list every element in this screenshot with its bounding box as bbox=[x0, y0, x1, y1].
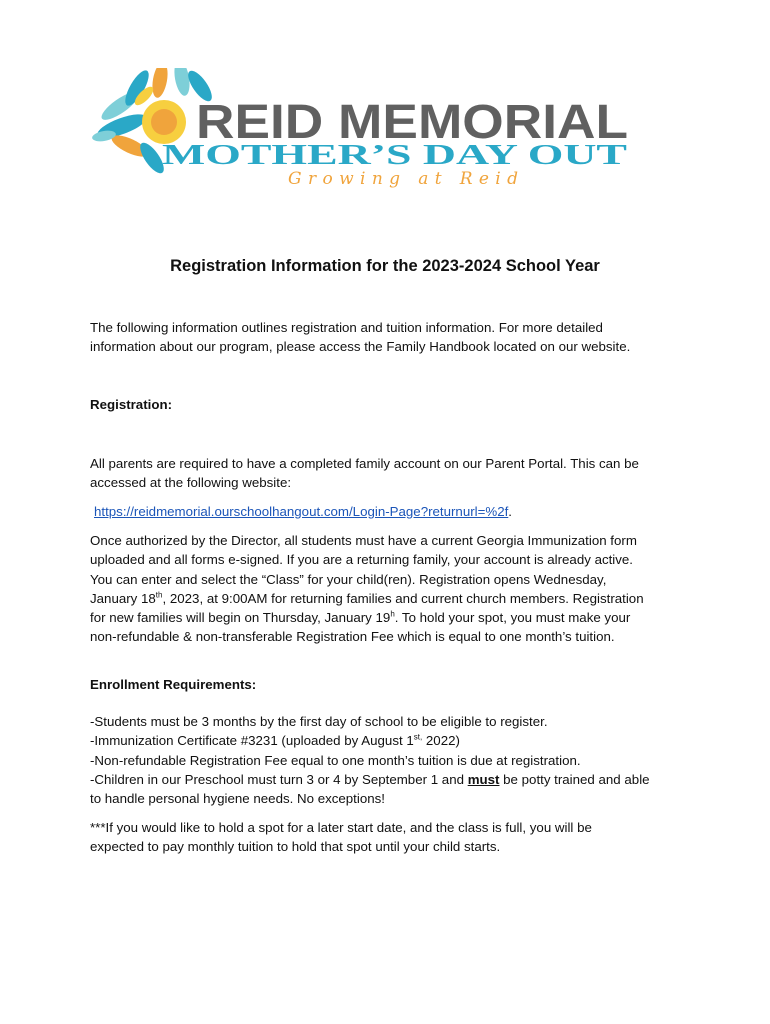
registration-paragraph-1 bbox=[90, 454, 690, 493]
note-line-2: expected to pay monthly tuition to hold that spot until your child starts. bbox=[90, 839, 501, 855]
intro-line-1: The following information outlines registration and tuition information. For more detailed bbox=[90, 320, 603, 335]
enrollment-requirements bbox=[90, 712, 690, 808]
registration-heading: Registration: bbox=[90, 397, 173, 412]
portal-link-line bbox=[94, 502, 694, 521]
registration-paragraph-2 bbox=[90, 531, 690, 647]
link-suffix: . bbox=[508, 504, 512, 519]
must-emphasis: must bbox=[467, 771, 500, 787]
note-line-1: ***If you would like to hold a spot for a later start date, and the class is full, you will be bbox=[90, 820, 592, 835]
logo-line1: REID MEMORIAL bbox=[196, 96, 628, 149]
parent-portal-link[interactable]: https://reidmemorial.ourschoolhangout.com/Login-Page?returnurl=%2f bbox=[94, 504, 509, 519]
intro-line-2: information about our program, please access the Family Handbook located on our website. bbox=[90, 339, 631, 355]
reg-p2-line-1: Once authorized by the Director, all students must have a current Georgia Immunization form bbox=[90, 533, 637, 548]
requirement-1: -Students must be 3 months by the first day of school to be eligible to register. bbox=[90, 714, 548, 729]
enrollment-heading: Enrollment Requirements: bbox=[90, 677, 257, 692]
reg-p2-line-2: uploaded and all forms e-signed. If you are a returning family, your account is already active. bbox=[90, 552, 633, 568]
page-title: Registration Information for the 2023-2024 School Year bbox=[170, 257, 600, 275]
reg-p1-line-1: All parents are required to have a completed family account on our Parent Portal. This can be bbox=[90, 456, 639, 471]
reg-p2-line-3: You can enter and select the “Class” for your child(ren). Registration opens Wednesday, bbox=[90, 571, 607, 587]
requirement-2: -Immunization Certificate #3231 (uploaded by August $1^{st,}$ 2022) bbox=[90, 732, 460, 749]
requirement-3: -Non-refundable Registration Fee equal to one month’s tuition is due at registration. bbox=[90, 752, 581, 768]
requirement-4: -Children in our Preschool must turn 3 or 4 by September 1 and must be potty trained and able bbox=[90, 771, 650, 787]
requirement-5: to handle personal hygiene needs. No exceptions! bbox=[90, 791, 385, 807]
reg-p2-line-4: January 18th, 2023, at 9:00AM for returning families and current church members. Registration bbox=[90, 590, 644, 606]
logo-line2: MOTHER’S DAY OUT bbox=[162, 140, 628, 171]
logo-tagline: Growing at Reid bbox=[288, 169, 518, 188]
reg-p2-line-5: for new families will begin on Thursday, January 19$^h$. To hold your spot, you must make your bbox=[90, 609, 631, 626]
reid-memorial-logo bbox=[92, 68, 632, 188]
reg-p1-line-2: accessed at the following website: bbox=[90, 475, 292, 491]
note-paragraph bbox=[90, 818, 690, 857]
reg-p2-line-6: non-refundable & non-transferable Registration Fee which is equal to one month’s tuition. bbox=[90, 629, 615, 645]
intro-paragraph bbox=[90, 318, 690, 357]
